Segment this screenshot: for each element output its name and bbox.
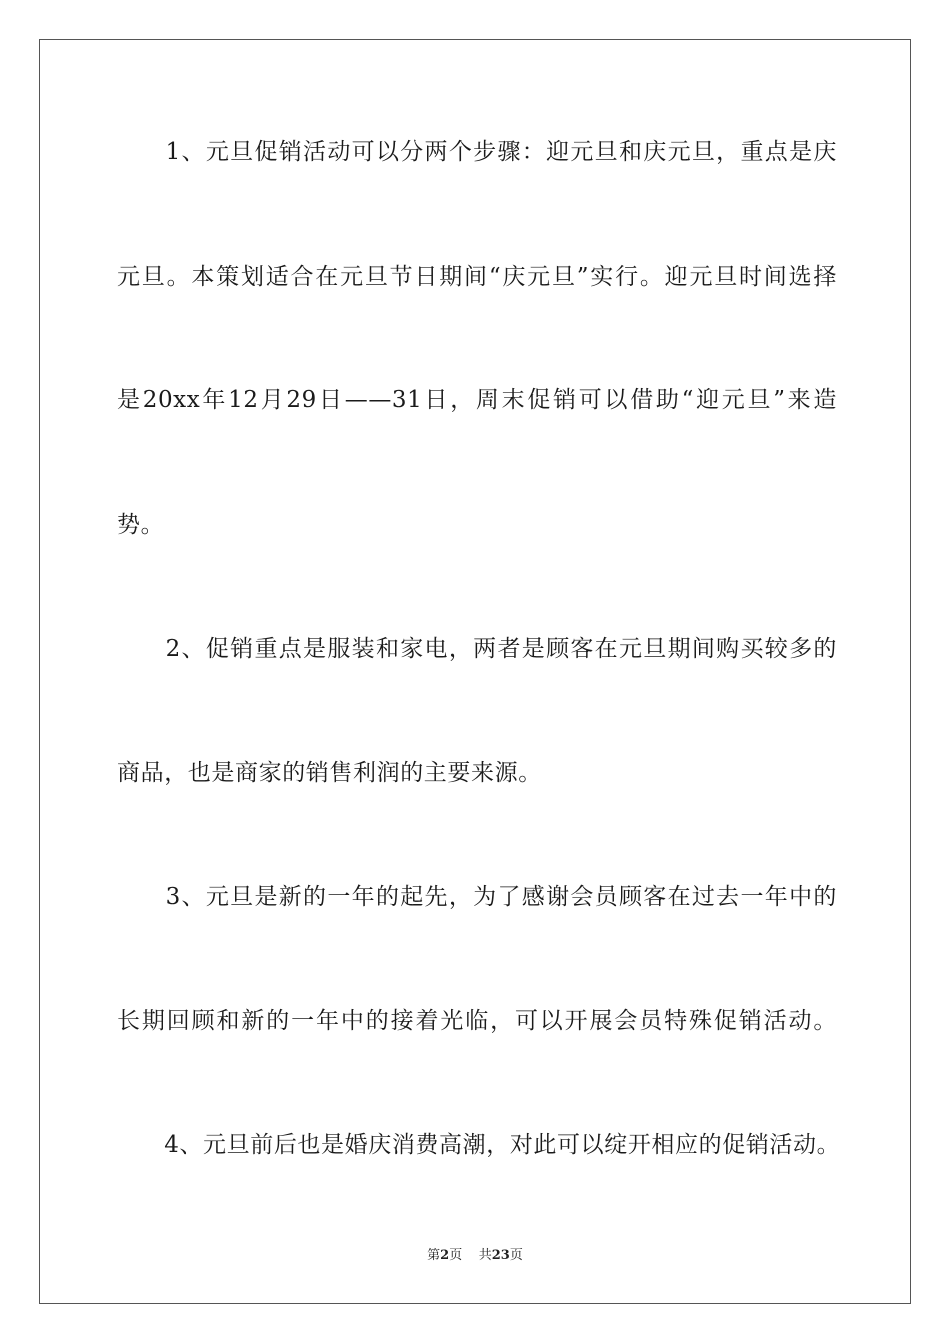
total-pages: 23 bbox=[491, 1248, 510, 1263]
total-suffix: 页 bbox=[509, 1248, 523, 1263]
total-prefix: 共 bbox=[478, 1248, 492, 1263]
paragraph-1-line-1: 1、元旦促销活动可以分两个步骤：迎元旦和庆元旦，重点是庆 bbox=[117, 139, 837, 165]
page-suffix: 页 bbox=[449, 1248, 463, 1263]
paragraph-1-line-2: 元旦。本策划适合在元旦节日期间“庆元旦”实行。迎元旦时间选择 bbox=[117, 264, 837, 290]
paragraph-3-line-1: 3、元旦是新的一年的起先，为了感谢会员顾客在过去一年中的 bbox=[117, 884, 837, 910]
paragraph-2-line-2: 商品，也是商家的销售利润的主要来源。 bbox=[117, 760, 542, 786]
paragraph-2-line-1: 2、促销重点是服装和家电，两者是顾客在元旦期间购买较多的 bbox=[117, 636, 837, 662]
paragraph-1-line-3: 是20xx年12月29日——31日，周末促销可以借助“迎元旦”来造 bbox=[117, 387, 837, 413]
page-number: 2 bbox=[440, 1248, 450, 1263]
page-prefix: 第 bbox=[427, 1248, 441, 1263]
page-footer bbox=[0, 1247, 950, 1265]
paragraph-3-line-2: 长期回顾和新的一年中的接着光临，可以开展会员特殊促销活动。 bbox=[117, 1008, 837, 1034]
page-frame bbox=[39, 39, 911, 1304]
paragraph-4-line-1: 4、元旦前后也是婚庆消费高潮，对此可以绽开相应的促销活动。 bbox=[117, 1132, 841, 1158]
paragraph-1-line-4: 势。 bbox=[117, 512, 165, 538]
